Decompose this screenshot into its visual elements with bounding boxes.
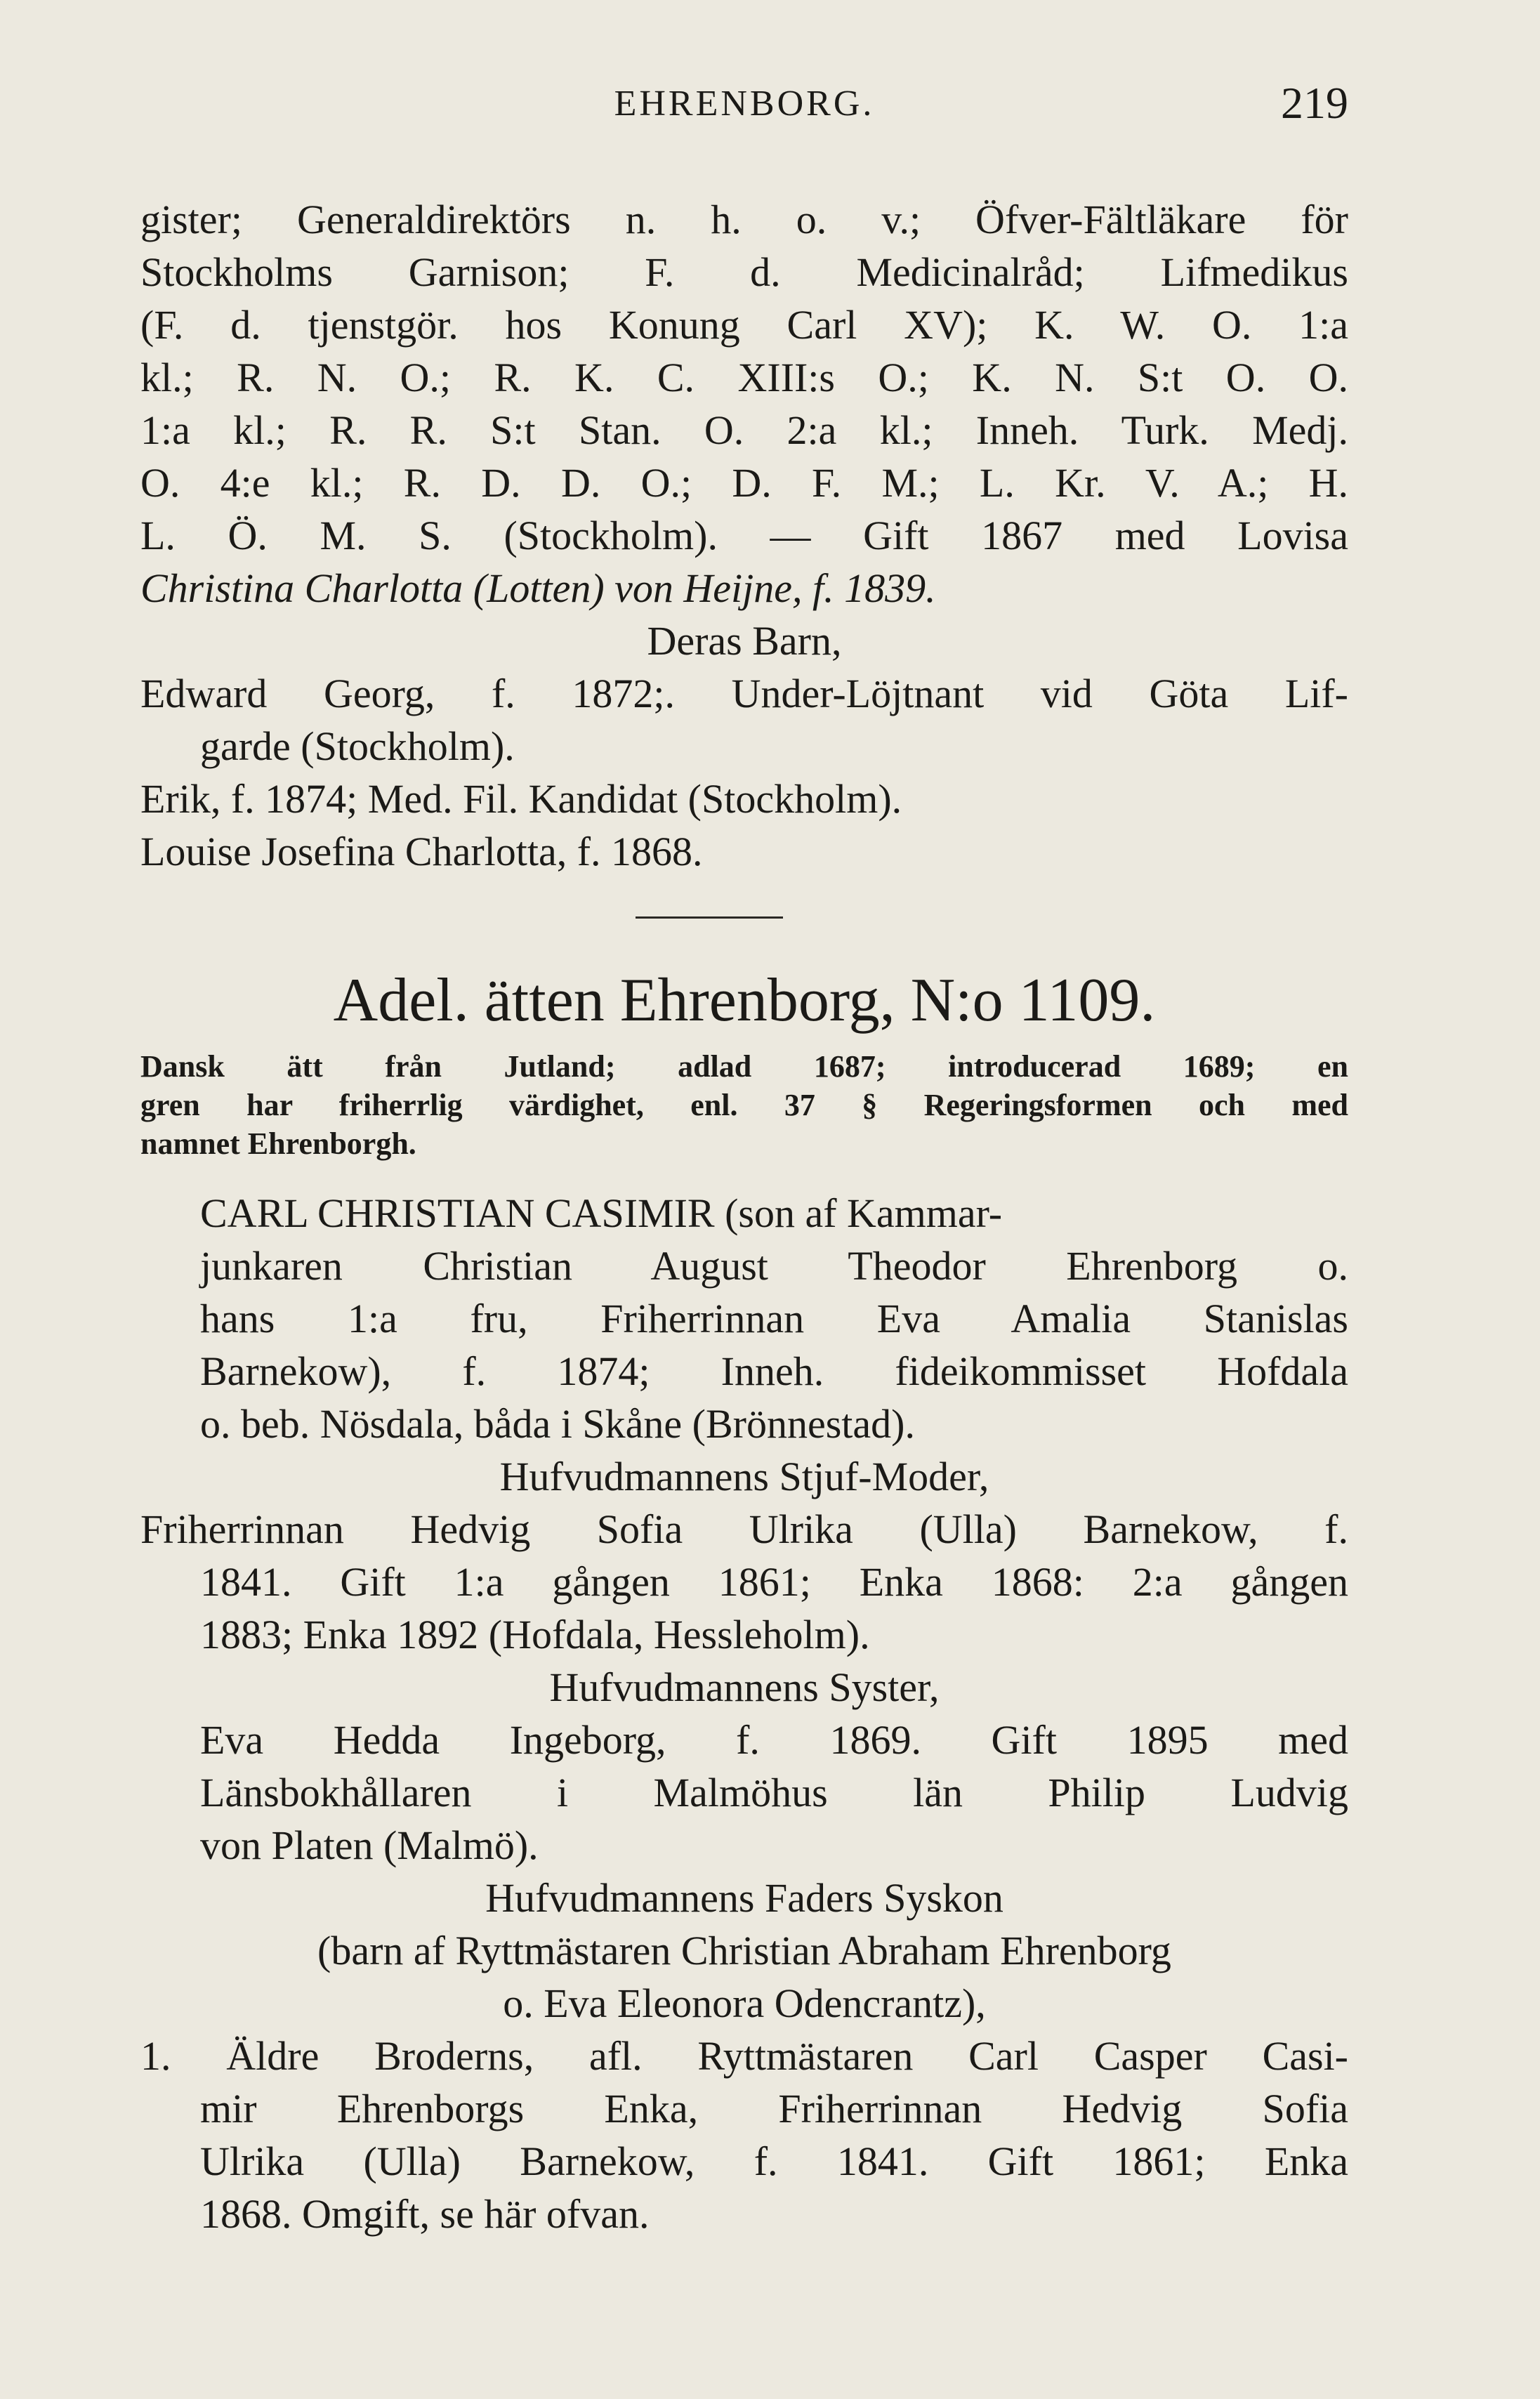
child-entry: garde (Stockholm). [200, 723, 515, 769]
intro-line: Dansk ätt från Jutland; adlad 1687; introducerad 1689; en [140, 1049, 1348, 1084]
stepmother-line: 1883; Enka 1892 (Hofdala, Hessleholm). [200, 1612, 870, 1657]
text-line: (F. d. tjenstgör. hos Konung Carl XV); K. W. O. 1:a [140, 302, 1348, 348]
child-entry: Erik, f. 1874; Med. Fil. Kandidat (Stockholm). [140, 776, 902, 822]
siblings-heading: Hufvudmannens Faders Syskon [485, 1875, 1003, 1921]
item-line: 1868. Omgift, se här ofvan. [200, 2191, 650, 2237]
section-divider [636, 916, 783, 919]
siblings-subheading: o. Eva Eleonora Odencrantz), [503, 1980, 986, 2026]
item-line: Ulrika (Ulla) Barnekow, f. 1841. Gift 1861; Enka [200, 2138, 1348, 2184]
intro-line: gren har friherrlig värdighet, enl. 37 § Regeringsformen och med [140, 1088, 1348, 1122]
text-line: Stockholms Garnison; F. d. Medicinalråd; Lifmedikus [140, 249, 1348, 295]
main-entry-line: hans 1:a fru, Friherrinnan Eva Amalia Stanislas [200, 1296, 1348, 1341]
children-heading: Deras Barn, [647, 618, 842, 664]
stepmother-line: Friherrinnan Hedvig Sofia Ulrika (Ulla) Barnekow, f. [140, 1506, 1348, 1552]
main-entry-line: Barnekow), f. 1874; Inneh. fideikommisset Hofdala [200, 1348, 1348, 1394]
sister-line: Eva Hedda Ingeborg, f. 1869. Gift 1895 med [200, 1717, 1348, 1763]
stepmother-line: 1841. Gift 1:a gången 1861; Enka 1868: 2:a gången [200, 1559, 1348, 1605]
main-entry-line: junkaren Christian August Theodor Ehrenborg o. [200, 1243, 1348, 1289]
sister-line: Länsbokhållaren i Malmöhus län Philip Ludvig [200, 1770, 1348, 1815]
main-entry-line: CARL CHRISTIAN CASIMIR (son af Kammar- [200, 1190, 1003, 1236]
intro-line: namnet Ehrenborgh. [140, 1126, 416, 1161]
text-line: kl.; R. N. O.; R. K. C. XIII:s O.; K. N. S:t O. O. [140, 355, 1348, 400]
sister-line: von Platen (Malmö). [200, 1822, 539, 1868]
text-line: 1:a kl.; R. R. S:t Stan. O. 2:a kl.; Inneh. Turk. Medj. [140, 407, 1348, 453]
text-line: Christina Charlotta (Lotten) von Heijne, f. 1839. [140, 565, 936, 611]
text-line: L. Ö. M. S. (Stockholm). — Gift 1867 med Lovisa [140, 513, 1348, 558]
section-title: Adel. ätten Ehrenborg, N:o 1109. [333, 966, 1156, 1034]
item-line: 1. Äldre Broderns, afl. Ryttmästaren Carl Casper Casi- [140, 2033, 1348, 2079]
sister-heading: Hufvudmannens Syster, [549, 1664, 940, 1710]
page-title: EHRENBORG. [614, 84, 875, 124]
siblings-subheading: (barn af Ryttmästaren Christian Abraham Ehrenborg [317, 1928, 1171, 1973]
page-number: 219 [1281, 78, 1348, 128]
text-line: gister; Generaldirektörs n. h. o. v.; Öfver-Fältläkare för [140, 197, 1348, 242]
stepmother-heading: Hufvudmannens Stjuf-Moder, [499, 1454, 989, 1499]
child-entry: Louise Josefina Charlotta, f. 1868. [140, 829, 703, 874]
item-line: mir Ehrenborgs Enka, Friherrinnan Hedvig Sofia [200, 2086, 1348, 2131]
child-entry: Edward Georg, f. 1872;. Under-Löjtnant vid Göta Lif- [140, 671, 1348, 716]
text-line: O. 4:e kl.; R. D. D. O.; D. F. M.; L. Kr. V. A.; H. [140, 460, 1348, 506]
main-entry-line: o. beb. Nösdala, båda i Skåne (Brönnestad). [200, 1401, 915, 1447]
running-header [140, 78, 1348, 146]
